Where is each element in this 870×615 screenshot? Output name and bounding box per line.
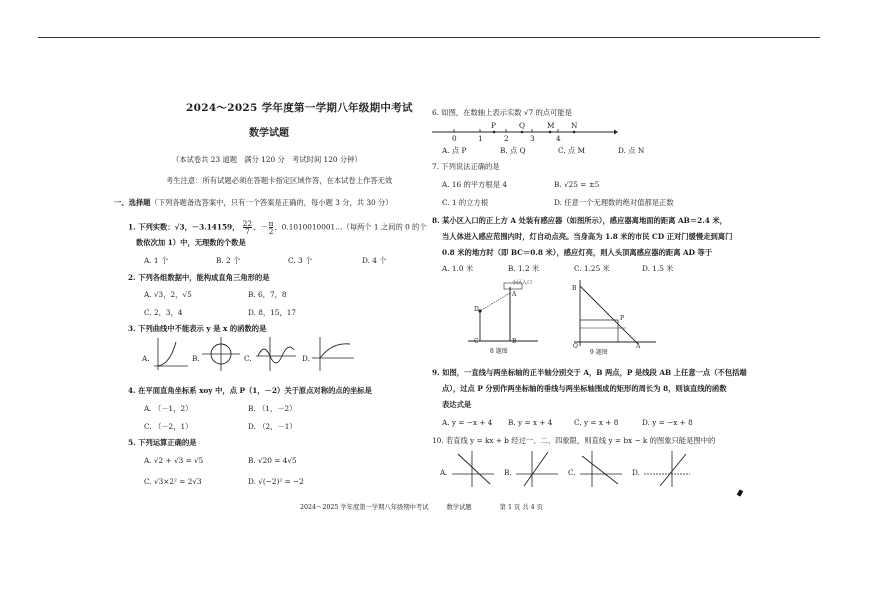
q8-fig-sign: 小区入口 xyxy=(512,280,533,286)
q10-graphs xyxy=(440,450,696,490)
q3-label-b: B. xyxy=(192,354,200,363)
q1-option-d: D. 4 个 xyxy=(362,256,387,265)
q8-point-b: B xyxy=(512,338,517,345)
q1-frac2-den: 2 xyxy=(268,227,274,236)
q3-label-a: A. xyxy=(142,354,150,363)
q9-option-c: C. y = x + 8 xyxy=(574,418,619,427)
page-footer xyxy=(300,502,543,511)
q1-stem-line2: 数依次加 1）中，无理数的个数是 xyxy=(136,238,246,247)
q6-point-m: M xyxy=(547,121,555,130)
q10-label-a: A. xyxy=(440,468,448,477)
q8-line2: 当人体进入感应范围内时，灯自动点亮。当身高为 1.8 米的市民 CD 正对门缓慢走到离门 xyxy=(442,232,733,241)
q6-option-d: D. 点 N xyxy=(618,146,645,155)
q2-option-d: D. 8，15，17 xyxy=(248,308,297,317)
q8-point-a: A xyxy=(512,291,517,298)
q6-point-p: P xyxy=(491,121,496,130)
q6-tick-2: 2 xyxy=(504,134,509,143)
q6-tick-1: 1 xyxy=(478,134,483,143)
q3-graph-d xyxy=(310,336,356,372)
q1-frac1-den: 7 xyxy=(245,227,250,236)
q4-option-d: D. （2，－1） xyxy=(248,422,297,431)
q9-figure xyxy=(570,280,656,362)
q1-fraction-2 xyxy=(269,220,274,235)
q2-option-b: B. 6，7，8 xyxy=(248,290,287,299)
q3-label-c: C. xyxy=(244,354,252,363)
q8-line3: 0.8 米的地方时（即 BC＝0.8 米），感应灯亮，则人头顶离感应器的距离 AD 等于 xyxy=(442,248,713,257)
q7-option-a: A. 16 的平方根是 4 xyxy=(442,180,507,189)
section1-heading: 一、选择题 xyxy=(114,198,151,207)
q3-graph-a xyxy=(150,336,190,372)
exam-notice: 考生注意：所有试题必须在答题卡指定区域作答，在本试卷上作答无效 xyxy=(166,176,393,185)
q10-graph-a xyxy=(450,450,496,488)
q8-figure xyxy=(462,281,542,361)
q4-option-b: B. （1，－2） xyxy=(248,404,297,413)
q9-line3: 表达式是 xyxy=(442,400,472,409)
footer-subject: 数学试题 xyxy=(446,504,472,511)
q4-option-c: C. （－2，1） xyxy=(144,422,193,431)
q6-option-c: C. 点 M xyxy=(558,146,586,155)
q8-option-a: A. 1.0 米 xyxy=(442,264,474,273)
section1-desc: （下列各题备选答案中，只有一个答案是正确的，每小题 3 分，共 30 分） xyxy=(150,198,393,207)
q6-option-a: A. 点 P xyxy=(442,146,467,155)
q7-option-b: B. √25 = ±5 xyxy=(554,180,600,189)
q8-option-d: D. 1.5 米 xyxy=(642,264,674,273)
exam-title: 2024～2025 学年度第一学期八年级期中考试 xyxy=(186,102,413,114)
q3-graphs xyxy=(142,336,422,374)
footer-page: 第 1 页 共 4 页 xyxy=(499,504,543,511)
q6-point-n: N xyxy=(571,121,578,130)
q9-point-o: O xyxy=(573,343,578,350)
q10-label-c: C. xyxy=(568,468,576,477)
section1-header xyxy=(114,198,393,207)
q2-stem: 2. 下列各组数据中，能构成直角三角形的是 xyxy=(128,273,270,282)
q7-option-c: C. 1 的立方根 xyxy=(442,198,489,207)
q8-line1: 8. 某小区入口的正上方 A 处装有感应器（如图所示），感应器离地面的距离 AB＝2.4 米， xyxy=(432,216,727,225)
q2-option-c: C. 2，3，4 xyxy=(144,308,183,317)
q5-option-b: B. √20 = 4√5 xyxy=(248,456,297,465)
q9-line1: 9. 如图，一直线与两坐标轴的正半轴分别交于 A，B 两点，P 是线段 AB 上任意一点（不包括端 xyxy=(432,368,747,377)
q10-graph-c xyxy=(578,450,624,488)
q8-option-b: B. 1.2 米 xyxy=(508,264,540,273)
q6-tick-4: 4 xyxy=(556,134,561,143)
q5-option-a: A. √2 + √3 = √5 xyxy=(144,456,204,465)
footer-title: 2024～2025 学年度第一学期八年级期中考试 xyxy=(300,504,429,511)
q9-option-b: B. y = x + 4 xyxy=(508,418,553,427)
q3-graph-b xyxy=(200,336,242,372)
q1-stem-line1: 1. 下列实数：√3，－3.14159， $\frac{22}{7}$ ，－ $\frac{\pi}{2}$ ，0.1010010001…（每两个 1 之间的 0 的个 xyxy=(128,219,427,236)
q9-line2: 点），过点 P 分别作两坐标轴的垂线与两坐标轴围成的矩形的周长为 8，则该直线的函数 xyxy=(442,384,727,393)
q1-frac2-num: π xyxy=(268,219,274,228)
exam-subtitle: 数学试题 xyxy=(249,128,289,139)
q4-stem: 4. 在平面直角坐标系 xoy 中，点 P（1，－2）关于原点对称的点的坐标是 xyxy=(128,386,372,395)
q6-stem: 6. 如图，在数轴上表示实数 √7 的点可能是 xyxy=(432,108,572,117)
q6-point-q: Q xyxy=(519,121,525,130)
q1-fraction-1 xyxy=(243,220,252,235)
pen-mark xyxy=(737,489,743,496)
q10-stem: 10. 若直线 y = kx + b 经过一、二、四象限，则直线 y = bx − k 的图象只能是图中的 xyxy=(432,436,716,445)
q1-option-c: C. 3 个 xyxy=(288,256,313,265)
q8-option-c: C. 1.25 米 xyxy=(574,264,610,273)
exam-info: （本试卷共 23 道题 满分 120 分 考试时间 120 分钟） xyxy=(172,155,362,164)
q1-frac1-num: 22 xyxy=(242,219,253,228)
q10-graph-d xyxy=(642,450,692,488)
q3-label-d: D. xyxy=(302,354,310,363)
q9-point-a: A xyxy=(636,343,641,350)
q1-stem-a: 1. 下列实数：√3，－3.14159， xyxy=(128,222,240,232)
q9-point-p: P xyxy=(620,315,625,322)
q8-point-c: C xyxy=(474,338,479,345)
q8-fig-label: 8 题图 xyxy=(490,348,508,355)
q6-tick-0: 0 xyxy=(452,134,457,143)
q2-option-a: A. √3，2，√5 xyxy=(144,290,192,299)
q1-option-b: B. 2 个 xyxy=(216,256,241,265)
q5-option-d: D. √(−2)² = −2 xyxy=(248,477,304,486)
q6-number-line xyxy=(432,122,618,144)
q3-stem: 3. 下列曲线中不能表示 y 是 x 的函数的是 xyxy=(128,324,267,333)
q5-option-c: C. √3×2² = 2√3 xyxy=(144,477,202,486)
top-rule xyxy=(38,37,820,38)
q6-tick-3: 3 xyxy=(530,134,535,143)
q1-stem-b: ，0.1010010001…（每两个 1 之间的 0 的个 xyxy=(274,222,427,232)
q9-fig-label: 9 题图 xyxy=(590,349,608,356)
q7-stem: 7. 下列说法正确的是 xyxy=(432,162,500,171)
q6-option-b: B. 点 Q xyxy=(500,146,526,155)
q10-graph-b xyxy=(514,450,560,488)
q9-option-d: D. y = −x + 8 xyxy=(642,418,693,427)
q7-option-d: D. 任意一个无理数的绝对值都是正数 xyxy=(554,198,674,207)
q1-option-a: A. 1 个 xyxy=(144,256,169,265)
q4-option-a: A. （－1，2） xyxy=(144,404,193,413)
q3-graph-c xyxy=(254,336,298,372)
q5-stem: 5. 下列运算正确的是 xyxy=(128,438,197,447)
q8-point-d: D xyxy=(474,306,479,313)
q9-option-a: A. y = −x + 4 xyxy=(442,418,493,427)
q10-label-d: D. xyxy=(632,468,640,477)
q9-point-b: B xyxy=(572,285,577,292)
q10-label-b: B. xyxy=(504,468,512,477)
